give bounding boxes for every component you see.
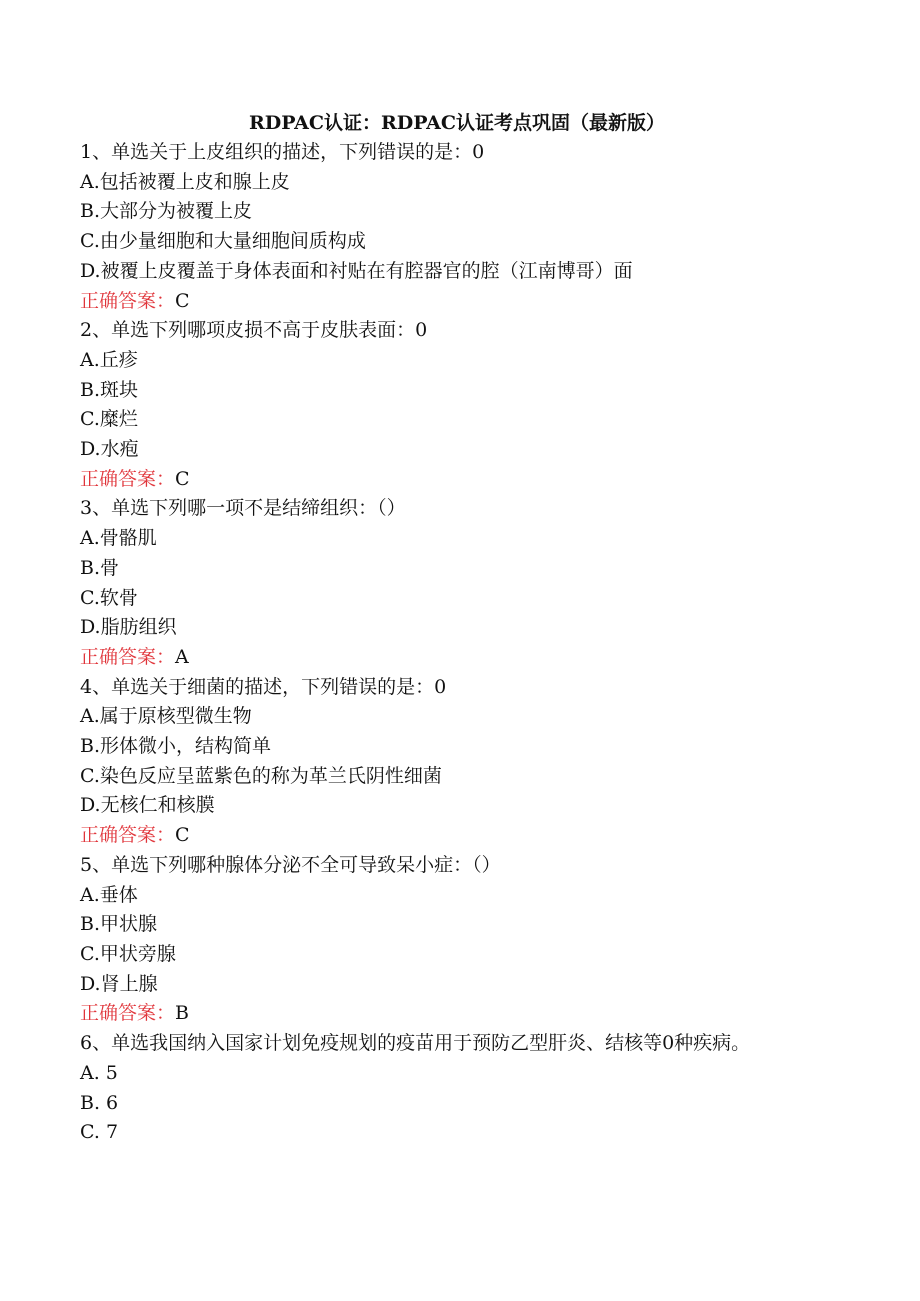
question-stem: 5、单选下列哪种腺体分泌不全可导致呆小症：（）: [80, 853, 501, 876]
document-page: [80, 108, 820, 1148]
answer-label: 正确答案：: [80, 289, 176, 312]
question-stem: 3、单选下列哪一项不是结缔组织：（）: [80, 497, 406, 520]
answer-label: 正确答案：: [80, 1002, 176, 1025]
answer-value: B: [175, 1002, 189, 1025]
option-b: B.形体微小，结构简单: [80, 735, 272, 758]
option-b: B.甲状腺: [80, 913, 158, 936]
option-a: A.丘疹: [80, 348, 138, 371]
option-d: D.肾上腺: [80, 972, 158, 995]
answer-value: C: [175, 289, 190, 312]
question-stem: 1、单选关于上皮组织的描述，下列错误的是：0: [80, 141, 485, 163]
question-stem: 4、单选关于细菌的描述，下列错误的是：0: [80, 675, 447, 698]
option-d: D.被覆上皮覆盖于身体表面和衬贴在有腔器官的腔（江南博哥）面: [80, 259, 633, 282]
correct-answer: [80, 465, 820, 495]
answer-label: 正确答案：: [80, 824, 176, 847]
question-stem: 6、单选我国纳入国家计划免疫规划的疫苗用于预防乙型肝炎、结核等0种疾病。: [80, 1032, 751, 1055]
option-c: C.甲状旁腺: [80, 942, 176, 965]
answer-label: 正确答案：: [80, 467, 176, 490]
correct-answer: [80, 643, 820, 673]
question-1: [80, 138, 820, 316]
option-b: B.大部分为被覆上皮: [80, 200, 253, 223]
option-c: C.软骨: [80, 586, 138, 609]
correct-answer: [80, 999, 820, 1029]
answer-value: C: [175, 467, 190, 490]
answer-value: A: [175, 645, 189, 668]
question-2: [80, 316, 820, 494]
answer-label: 正确答案：: [80, 645, 176, 668]
option-a: A.包括被覆上皮和腺上皮: [80, 170, 290, 193]
question-stem: 2、单选下列哪项皮损不高于皮肤表面：0: [80, 319, 428, 342]
question-3: [80, 494, 820, 672]
option-a: A. 5: [80, 1061, 118, 1084]
option-a: A.属于原核型微生物: [80, 705, 252, 728]
option-c: C.糜烂: [80, 408, 138, 431]
option-a: A.垂体: [80, 883, 138, 906]
question-6: [80, 1029, 820, 1148]
option-d: D.水疱: [80, 438, 139, 461]
question-4: [80, 673, 820, 851]
option-b: B.斑块: [80, 378, 139, 401]
option-a: A.骨骼肌: [80, 527, 157, 550]
option-c: C. 7: [80, 1121, 119, 1144]
option-b: B. 6: [80, 1091, 119, 1114]
option-d: D.脂肪组织: [80, 616, 177, 639]
answer-value: C: [175, 824, 190, 847]
option-c: C.由少量细胞和大量细胞间质构成: [80, 230, 366, 253]
question-5: [80, 851, 820, 1029]
option-c: C.染色反应呈蓝紫色的称为革兰氏阴性细菌: [80, 764, 442, 787]
document-title: RDPAC认证：RDPAC认证考点巩固（最新版）: [248, 112, 666, 134]
correct-answer: [80, 821, 820, 851]
option-b: B.骨: [80, 556, 120, 579]
option-d: D.无核仁和核膜: [80, 794, 215, 817]
correct-answer: [80, 287, 820, 317]
